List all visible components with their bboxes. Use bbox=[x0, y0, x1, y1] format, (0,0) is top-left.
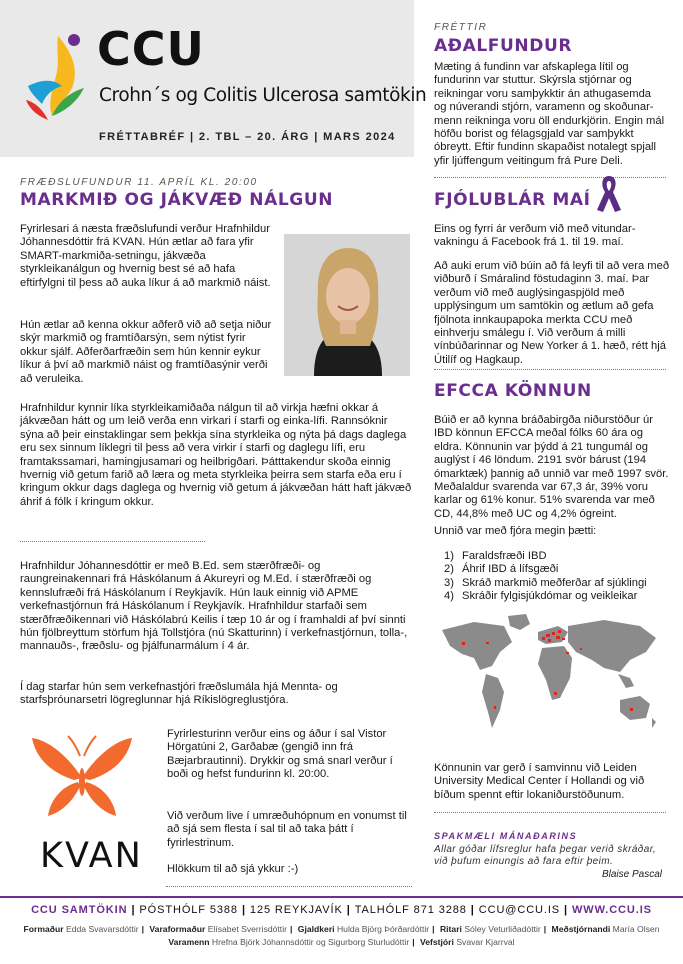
event-paragraph-3: Hrafnhildur kynnir líka styrkleikamiðaða nálgun til að virkja hæfni okkar á jákvæðan hátt og um leið verða enn virkari í starfi og einka-lífi. Rannsóknir sýna að þeir einstaklingar sem þekkja sína styrkleika og nýta þá dags daglega eru sex sinnum líklegri til þess að vera virkir í starfi og daglegu lífi, eru framtakssamari, hamingjusamari og heilbrigðari. Þátttakendur skoða einnig hvernig við getum farið að læra og meta styrkleika þeirra sem starfa eða eru í kringum okkur dags daglega og hvernig við getum á jákvæðan hátt haft jákvæð áhrif á fólk í kringum okkur. bbox=[20, 402, 412, 508]
footer-email-link[interactable]: CCU@CCU.IS bbox=[478, 904, 561, 916]
event-paragraph-1: Fyrirlesari á næsta fræðslufundi verður Hrafnhildur Jóhannesdóttir frá KVAN. Hún ætlar að fara yfir SMART-markmiða-setningu, jákvæða styrkleikanálgun og hvernig best sé að hafa eftirfylgni til þess að auka líkur á að markmið náist. bbox=[20, 223, 271, 289]
speaker-portrait bbox=[284, 234, 410, 376]
venue-paragraph: Fyrirlesturinn verður eins og áður í sal Vistor Hörgatúni 2, Garðabæ (gengið inn frá Bæjarbrautinni). Drykkir og smá snarl verður í boði og hefst fundurinn kl. 20:00. bbox=[167, 728, 393, 781]
footer-org: CCU SAMTÖKIN bbox=[31, 904, 128, 916]
list-item: 4) Skráðir fylgisjúkdómar og veikleikar bbox=[444, 590, 638, 603]
footer-web-link[interactable]: WWW.CCU.IS bbox=[572, 904, 652, 916]
dotted-divider bbox=[434, 369, 666, 370]
quote-author: Blaise Pascal bbox=[601, 869, 662, 880]
board-line-2: Varamenn Hrefna Björk Jóhannsdóttir og Sigurborg Sturludóttir | Vefstjóri Svavar Kjarrval bbox=[168, 937, 515, 947]
dotted-divider bbox=[434, 177, 666, 178]
dotted-divider bbox=[434, 812, 666, 813]
awareness-ribbon-icon bbox=[593, 172, 625, 216]
live-paragraph: Við verðum live í umræðuhópnum en vonumst til að sjá sem flesta í sal til að taka þátt í fyrirlestrinum. bbox=[167, 810, 407, 849]
logo-tagline: Crohn´s og Colitis Ulcerosa samtökin bbox=[99, 85, 427, 106]
factors-intro: Unnið var með fjóra megin þætti: bbox=[434, 525, 597, 537]
list-item: 3) Skráð markmið meðferðar af sjúklingi bbox=[444, 576, 647, 589]
speaker-current-role: Í dag starfar hún sem verkefnastjóri fræðslumála hjá Mennta- og starfsþróunarsetri lögreglunnar hjá Ríkislögreglustjóra. bbox=[20, 681, 338, 707]
news-kicker: FRÉTTIR bbox=[434, 22, 488, 33]
footer-city: 125 REYKJAVÍK bbox=[249, 904, 343, 916]
speaker-bio: Hrafnhildur Jóhannesdóttir er með B.Ed. sem stærðfræði- og raungreinakennari frá Háskólanum á Akureyri og M.Ed. í stærðfræði og kennslufræði frá Háskólanum í Reykjavík. Hún lauk einnig við APME verkefnastjórnun frá Háskólanum í Reykjavík. Hrafnhildur starfaði sem stærðfræðikennari við Háskólabrú Keilis í tæp 10 ár og í framhaldi af því sinnti hún fjölbreyttum störfum hjá Tollstjóra (nú Skatturinn) í verkefnastjórnun, tolla-, mannauðs-, fræðslu- og þjálfunarmálum í 4 ár. bbox=[20, 560, 408, 653]
purple-may-paragraph-1: Eins og fyrri ár verðum við með vitundar-vakningu á Facebook frá 1. til 19. maí. bbox=[434, 223, 636, 249]
factor-list bbox=[444, 550, 676, 604]
kvan-logo-text: KVAN bbox=[40, 836, 143, 876]
list-item: 2) Áhrif IBD á lífsgæði bbox=[444, 563, 559, 576]
quote-kicker: SPAKMÆLI MÁNAÐARINS bbox=[434, 831, 578, 841]
dotted-divider bbox=[166, 886, 412, 887]
event-title: MARKMIÐ OG JÁKVÆÐ NÁLGUN bbox=[20, 190, 334, 210]
issue-line: FRÉTTABRÉF | 2. TBL – 20. ÁRG | MARS 2024 bbox=[99, 131, 396, 143]
agm-title: AÐALFUNDUR bbox=[434, 36, 573, 56]
footer-contact: CCU SAMTÖKIN | PÓSTHÓLF 5388 | 125 REYKJAVÍK | TALHÓLF 871 3288 | CCU@CCU.IS | WWW.CCU.IS bbox=[31, 904, 652, 916]
board-line-1: Formaður Edda Svavarsdóttir | Varaformaður Elísabet Sverrisdóttir | Gjaldkeri Hulda Björg Þórðardóttir | Ritari Sóley Veturliðadóttir | Meðstjórnandi María Olsen bbox=[23, 924, 660, 934]
footer-rule bbox=[0, 896, 683, 898]
purple-may-paragraph-2: Að auki erum við búin að fá leyfi til að vera með viðburð í Smáralind föstudaginn 3. maí. Þar verðum við með auglýsingaspjöld með upplýsingum um samtökin og ætlum að gefa fjölnota innkaupapoka merkta CCU með einhverju smálegu í. Við verðum á milli vínbúðarinnar og New Yorker á 1. hæð, rétt hjá Útilíf og Hagkaup. bbox=[434, 260, 670, 366]
event-paragraph-2: Hún ætlar að kenna okkur aðferð við að setja niður skýr markmið og framtíðarsýn, sem nýtist fyrir okkur sjálf. Aðferðarfræðin sem hún kennir eykur líkur á því að markmið náist og framtíðasýnir verði að veruleika. bbox=[20, 319, 272, 385]
efcca-title: EFCCA KÖNNUN bbox=[434, 381, 592, 401]
kvan-butterfly-icon bbox=[28, 716, 136, 831]
quote-text: Allar góðar lífsreglur hafa þegar verið skráðar, við þufum einungis að fara eftir þeim. bbox=[434, 844, 657, 868]
dotted-divider bbox=[20, 541, 205, 542]
logo-wordmark: CCU bbox=[97, 22, 205, 76]
efcca-paragraph: Búið er að kynna bráðabirgða niðurstöður úr IBD könnun EFCCA meðal fólks 60 ára og eldra. Könnunin var þýdd á 21 tungumál og auglýst í 46 löndum. 2191 svör bárust (194 ómarktæk) þannig að unnið var með 1997 svör. Meðalaldur svarenda var 67,3 ár, 39% voru karlar og 61% konur. 51% svarenda var með CD, 44,8% með UC og 4,2% ógreint. bbox=[434, 414, 669, 520]
footer-box: PÓSTHÓLF 5388 bbox=[139, 904, 238, 916]
speaker-photo-icon bbox=[284, 234, 410, 376]
closing-line: Hlökkum til að sjá ykkur :-) bbox=[167, 863, 299, 875]
efcca-collaboration: Könnunin var gerð í samvinnu við Leiden University Medical Center í Hollandi og við bíðum spennt eftir lokaniðurstöðunum. bbox=[434, 762, 645, 801]
event-kicker: FRÆÐSLUFUNDUR 11. APRÍL KL. 20:00 bbox=[20, 177, 258, 188]
agm-paragraph: Mæting á fundinn var afskaplega lítil og fundurinn var stuttur. Skýrsla stjórnar og reikningar voru samþykktir án athugasemda og núverandi stjórn, varamenn og skoðunar-menn reikninga voru öll endurkjörin. Engin mál höfðu borist og félagsgjald var samþykkt óbreytt. Eftir fundinn skapaðist notalegt spjall yfir ljúffengum veitingum frá Pure Deli. bbox=[434, 61, 665, 167]
list-item: 1) Faraldsfræði IBD bbox=[444, 550, 547, 562]
footer-phone: TALHÓLF 871 3288 bbox=[354, 904, 467, 916]
purple-may-title: FJÓLUBLÁR MAÍ bbox=[434, 190, 591, 210]
world-map-icon bbox=[434, 608, 666, 753]
ccu-logo-figure-icon bbox=[22, 28, 94, 123]
